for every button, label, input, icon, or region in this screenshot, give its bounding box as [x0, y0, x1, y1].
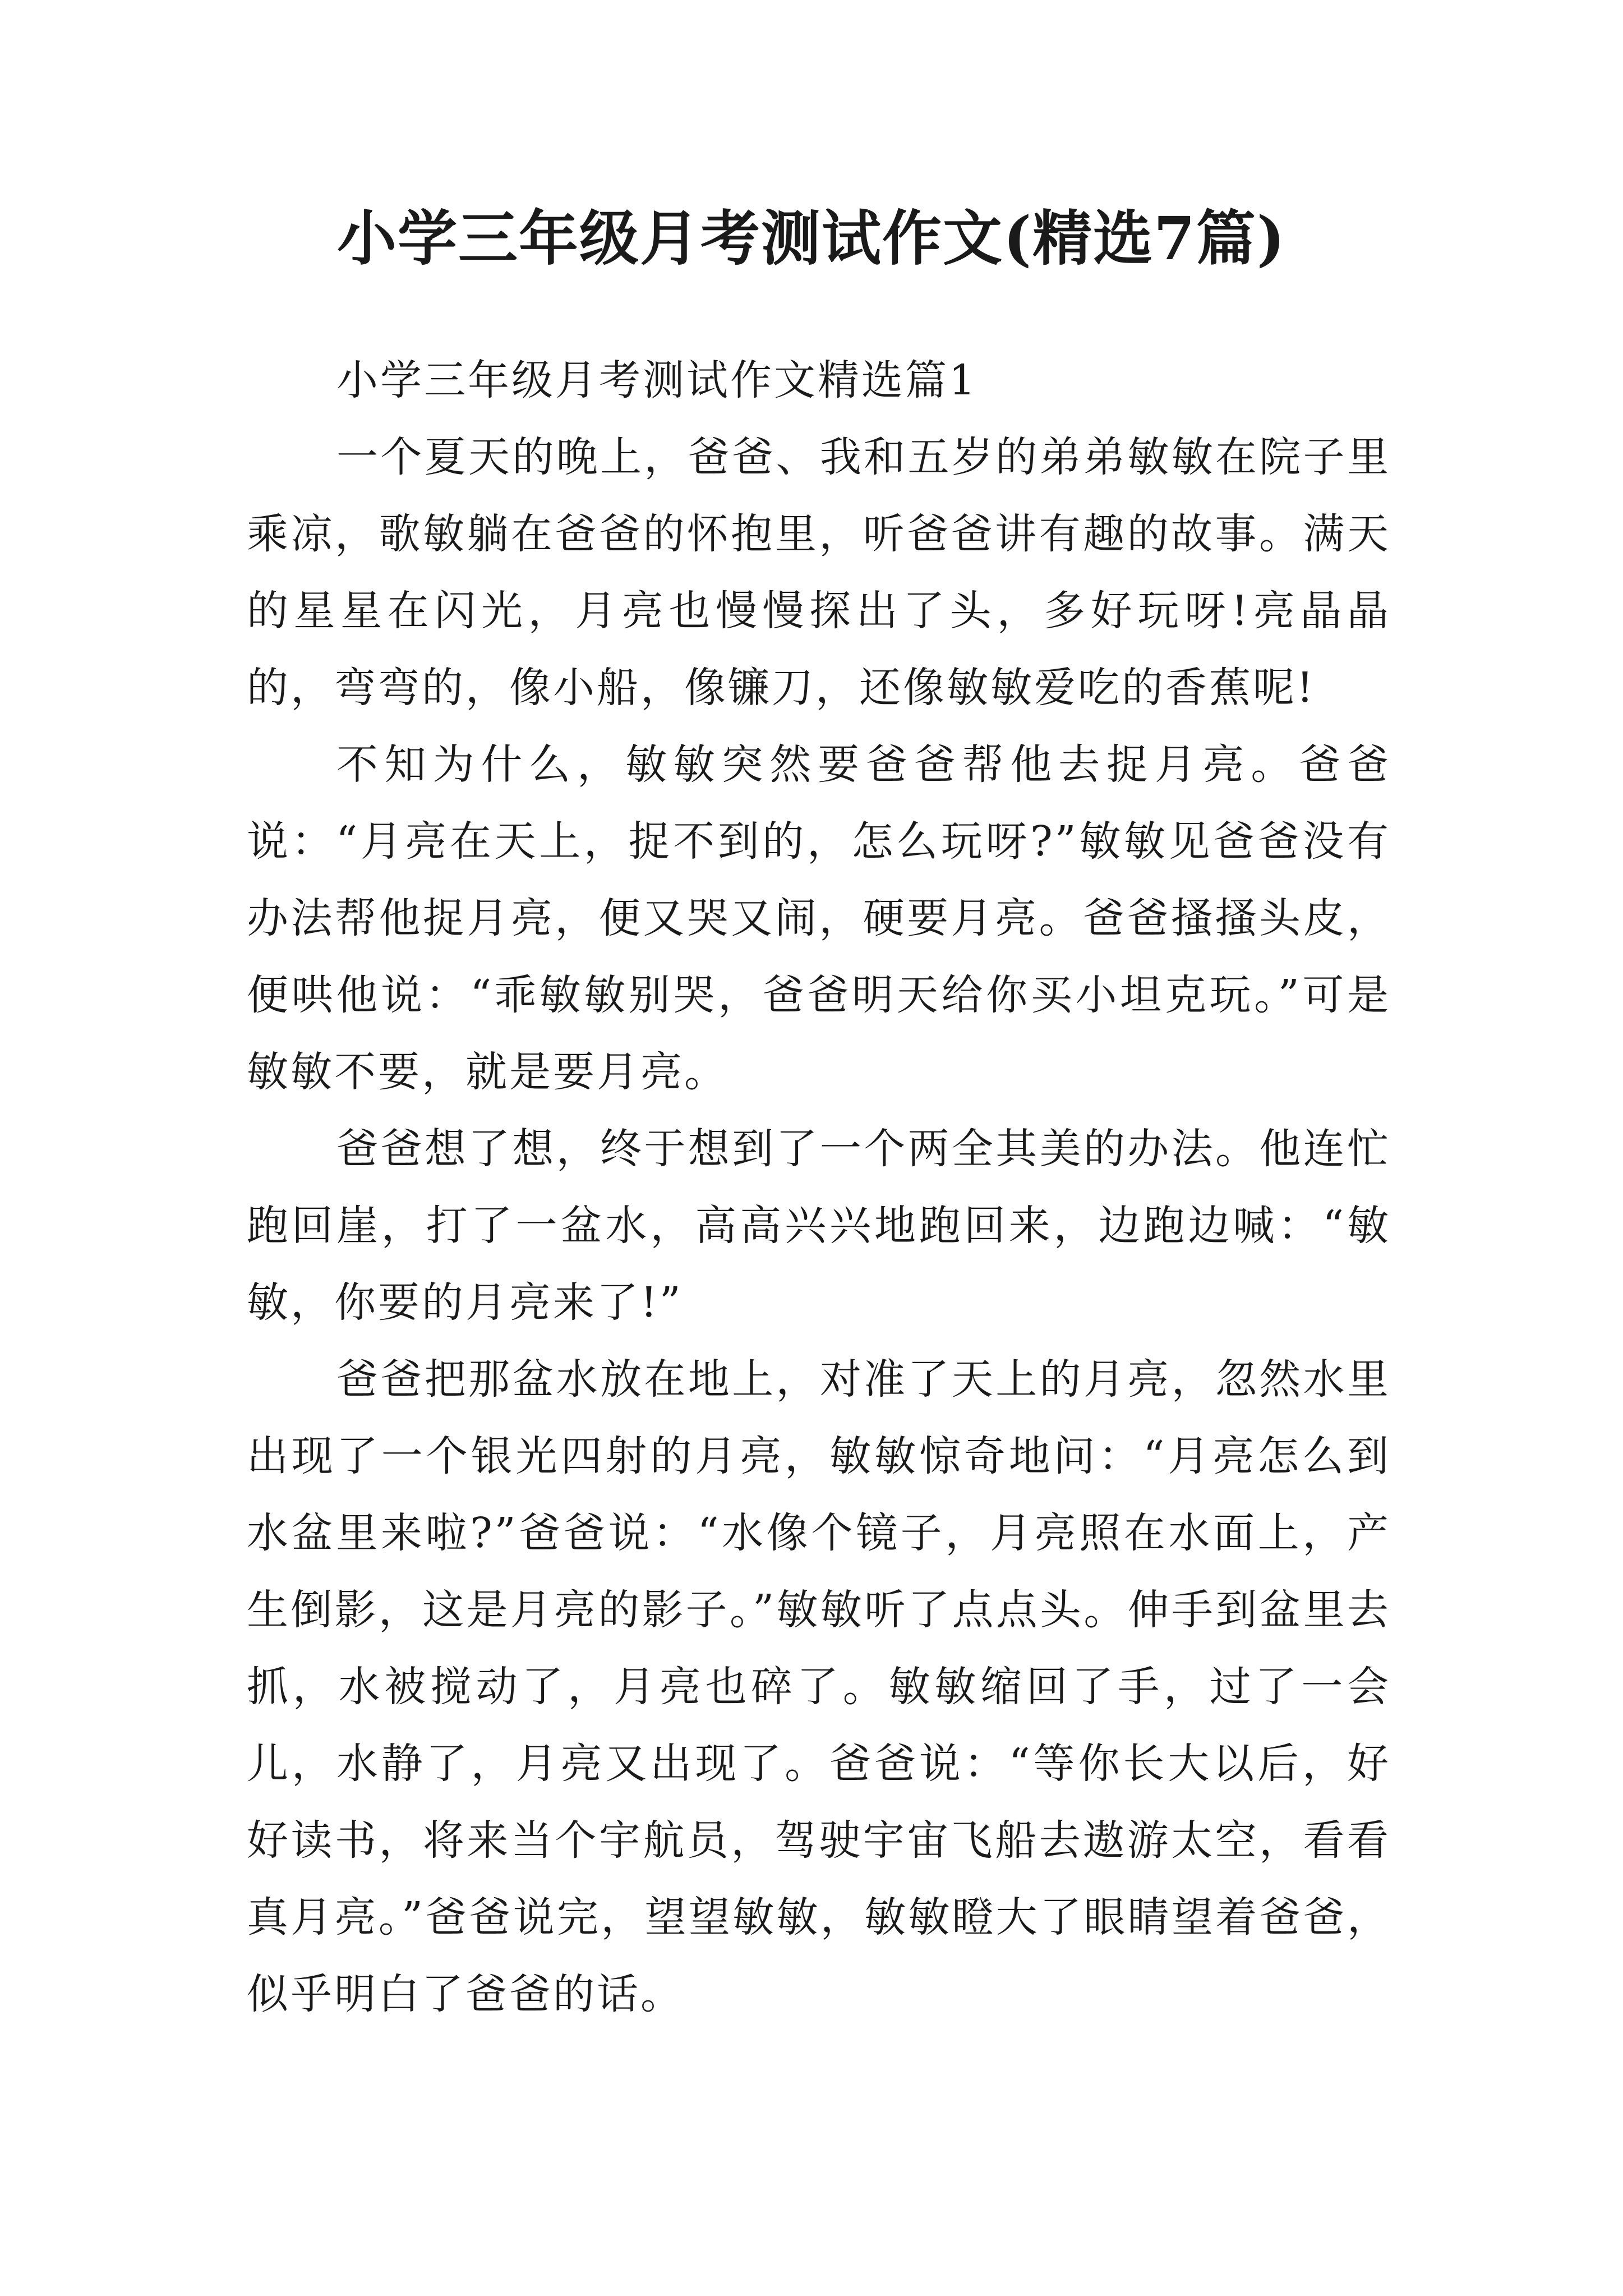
paragraph-1: 一个夏天的晚上，爸爸、我和五岁的弟弟敏敏在院子里乘凉，歌敏躺在爸爸的怀抱里，听爸爸讲有趣的故事。满天的星星在闪光，月亮也慢慢探出了头，多好玩呀!亮晶晶的，弯弯的，像小船，像镰刀，还像敏敏爱吃的香蕉呢! — [247, 433, 1391, 712]
paragraph-3: 爸爸想了想，终于想到了一个两全其美的办法。他连忙跑回崖，打了一盆水，高高兴兴地跑回来，边跑边喊：“敏敏，你要的月亮来了!” — [247, 1125, 1391, 1327]
section-heading: 小学三年级月考测试作文精选篇1 — [336, 356, 978, 404]
paragraph-2: 不知为什么，敏敏突然要爸爸帮他去捉月亮。爸爸说：“月亮在天上，捉不到的，怎么玩呀?”敏敏见爸爸没有办法帮他捉月亮，便又哭又闹，硬要月亮。爸爸搔搔头皮，便哄他说：“乖敏敏别哭，爸爸明天给你买小坦克玩。”可是敏敏不要，就是要月亮。 — [247, 740, 1391, 1096]
paragraph-4: 爸爸把那盆水放在地上，对准了天上的月亮，忽然水里出现了一个银光四射的月亮，敏敏惊奇地问：“月亮怎么到水盆里来啦?”爸爸说：“水像个镜子，月亮照在水面上，产生倒影，这是月亮的影子。”敏敏听了点点头。伸手到盆里去抓，水被搅动了，月亮也碎了。敏敏缩回了手，过了一会儿，水静了，月亮又出现了。爸爸说：“等你长大以后，好好读书，将来当个宇航员，驾驶宇宙飞船去遨游太空，看看真月亮。”爸爸说完，望望敏敏，敏敏瞪大了眼睛望着爸爸，似乎明白了爸爸的话。 — [247, 1355, 1391, 2018]
document-body — [247, 342, 1391, 2033]
document-title: 小学三年级月考测试作文(精选7篇) — [336, 203, 1287, 273]
